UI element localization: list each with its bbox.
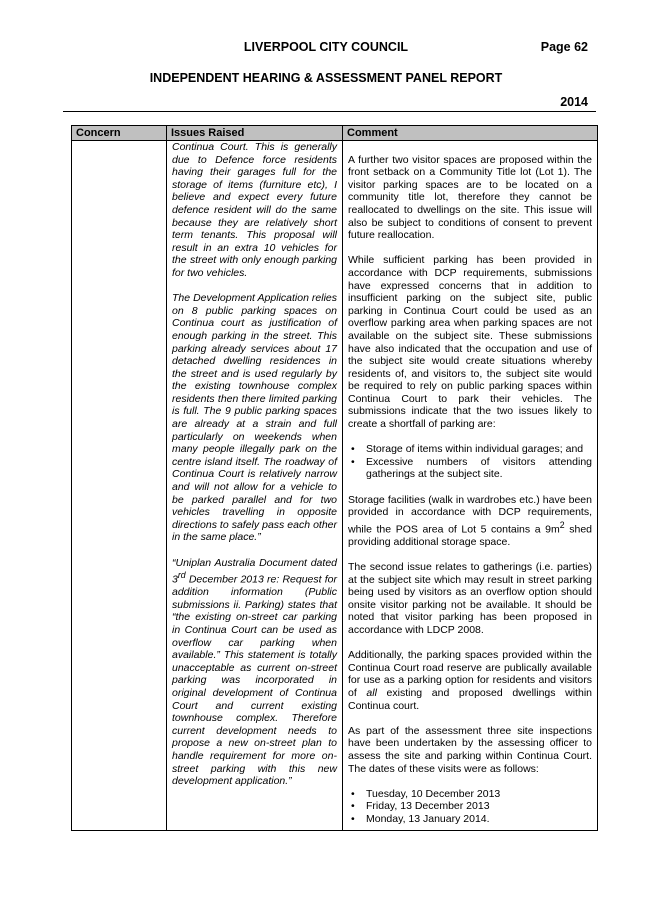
table-header-row [72,126,598,141]
bullet-icon: • [351,812,355,825]
bullet-icon: • [351,800,355,813]
list-item [348,456,592,481]
list-item [348,443,592,456]
list-item-text: Storage of items within individual garages; and [366,443,584,456]
issue-paragraph: The Development Application relies on 8 public parking spaces on Continua court as justification of enough parking in the street. This parking already services about 17 detached dwelling residences in the street and is used regularly by the existing townhouse complex residents then there limited parking is full. The 9 public parking spaces are already at a strain and full particularly on weekends when many people illegally park on the centre island itself. The roadway of Continua Court is relatively narrow and will not allow for a vehicle to be parked parallel and for two vehicles travelling in opposite directions to safely pass each other in the same place.” [172,292,337,544]
list-item-text: Monday, 13 January 2014. [366,812,490,825]
issue-text: “Uniplan Australia Document dated 3 [172,556,337,586]
issue-paragraph: Continua Court. This is generally due to Defence force residents having their garages full for the storage of items (furniture etc), I believe and expect every future defence resident will do the same because they are relatively short term tenants. This proposal will result in an extra 10 vehicles for the street with only enough parking for two vehicles. [172,141,337,279]
comment-text: Storage facilities (walk in wardrobes etc.) have been provided in accordance with DCP requirements, while the POS area of Lot 5 contains a 9m [348,493,592,536]
table-row [72,141,598,831]
issues-cell [167,141,343,831]
column-header-comment: Comment [343,126,598,141]
comment-text: shed providing additional storage space. [348,523,593,548]
superscript: 2 [559,519,565,530]
list-item [348,788,592,801]
comment-paragraph [348,649,592,712]
report-title: INDEPENDENT HEARING & ASSESSMENT PANEL REPORT [149,71,503,85]
column-header-concern: Concern [72,126,167,141]
comment-paragraph: The second issue relates to gatherings (i.e. parties) at the subject site which may result in street parking being used by visitors as an overflow option should onsite visitor parking not be available. It should be noted that visitor parking has been proposed in accordance with LDCP 2008. [348,561,592,637]
concern-cell [72,141,167,831]
comment-paragraph: A further two visitor spaces are proposed within the front setback on a Community Title lot (Lot 1). The visitor parking spaces are to be located on a community title lot, therefore they cannot be reallocated to dwellings on the site. This issue will also be subject to conditions of consent to prevent future reallocation. [348,153,592,242]
ordinal-suffix: rd [177,570,186,581]
comment-paragraph: As part of the assessment three site inspections have been undertaken by the assessing officer to assess the site and parking within Continua Court. The dates of these visits were as follows: [348,724,592,775]
list-item-text: Tuesday, 10 December 2013 [366,787,501,800]
column-header-issues: Issues Raised [167,126,343,141]
inspection-dates-list [348,788,592,826]
bullet-icon: • [351,787,355,800]
comment-cell [343,141,598,831]
header-rule [63,111,596,112]
list-item-text: Excessive numbers of visitors attending gatherings at the subject site. [366,455,592,481]
emphasis-text: all [366,687,377,700]
council-title: LIVERPOOL CITY COUNCIL [243,40,409,54]
issue-text: December 2013 re: Request for addition information (Public submissions ii. Parking) states that “the existing on-street car parking in Continua Court can be used as overflow car parking when available.” This statement is totally unacceptable as current on-street parking was incorporated in original development of Continua Court and current existing townhouse complex. Therefore current development needs to propose a new on-street plan to handle requirement for more on-street parking with this new development application.” [172,573,337,788]
submissions-table [71,125,598,831]
comment-text: existing and proposed dwellings within Continua court. [348,687,592,712]
comment-paragraph [348,494,592,549]
page-number: Page 62 [540,40,588,54]
list-item [348,800,592,813]
list-item [348,813,592,826]
report-year: 2014 [560,95,588,109]
list-item-text: Friday, 13 December 2013 [366,800,490,813]
issue-paragraph [172,557,337,788]
comment-text: Additionally, the parking spaces provided within the Continua Court road reserve are publically available for use as a parking option for residents and visitors of [348,649,592,700]
shortfall-list [348,443,592,481]
bullet-icon: • [351,443,355,456]
bullet-icon: • [351,455,355,468]
comment-paragraph: While sufficient parking has been provided in accordance with DCP requirements, submissions have expressed concerns that in addition to insufficient parking on the subject site, public parking in Continua Court could be used as an overflow parking area when parking spaces are not available on the subject site. These submissions have also indicated that the occupation and use of the subject site would create situations whereby residents of, and visitors to, the subject site would be required to rely on public parking spaces within Continua Court to park their vehicles. The submissions indicate that the two issues likely to create a shortfall of parking are: [348,254,592,431]
